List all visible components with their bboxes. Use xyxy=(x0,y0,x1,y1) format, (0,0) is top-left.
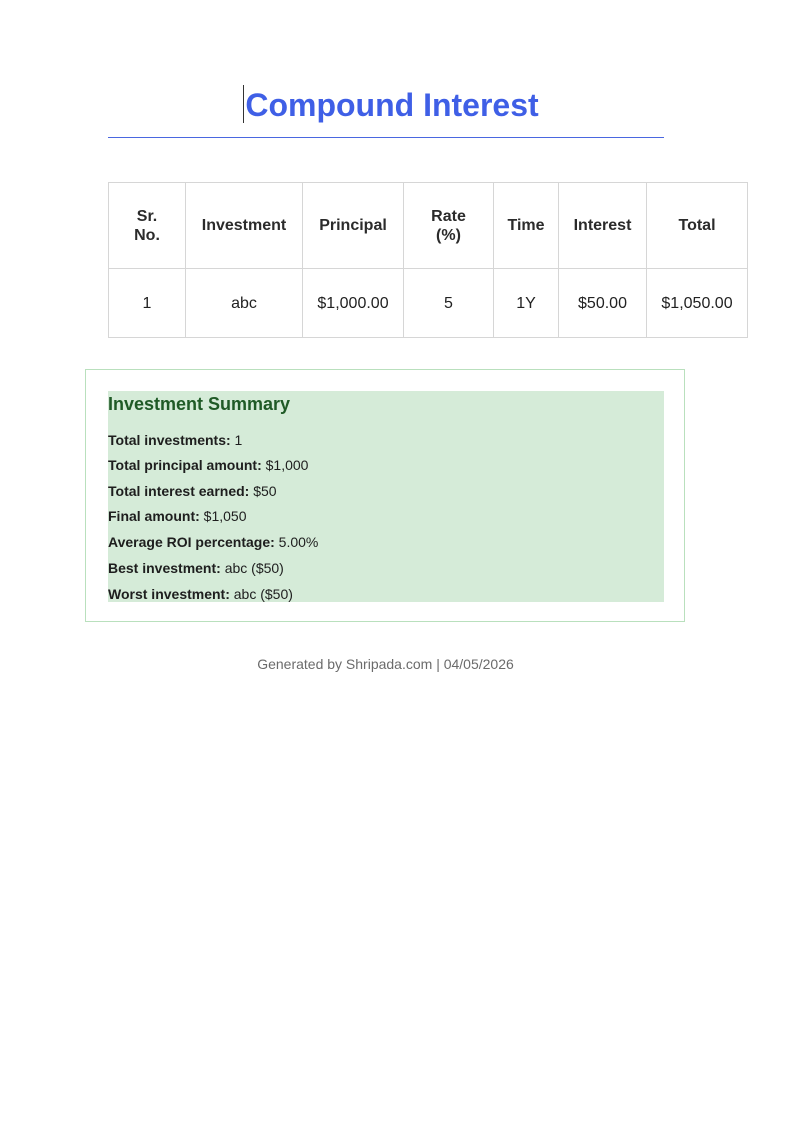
footer-note: Generated by Shripada.com | 04/05/2026 xyxy=(257,656,514,672)
investment-table xyxy=(108,182,748,338)
summary-label: Final amount: xyxy=(108,508,200,524)
header-rate-line1: Rate xyxy=(431,207,466,225)
summary-final-amount xyxy=(108,508,247,524)
summary-value: $1,050 xyxy=(203,508,247,524)
header-time: Time xyxy=(494,183,559,269)
summary-average-roi xyxy=(108,534,318,550)
summary-value: 5.00% xyxy=(278,534,319,550)
summary-total-interest xyxy=(108,483,277,499)
summary-value: abc ($50) xyxy=(233,586,293,602)
summary-label: Total investments: xyxy=(108,432,231,448)
table-row xyxy=(109,269,748,338)
summary-value: $1,000 xyxy=(265,457,309,473)
header-sr-no-line1: Sr. xyxy=(136,207,158,225)
header-principal: Principal xyxy=(303,183,404,269)
header-sr-no-line2: No. xyxy=(134,226,160,244)
investment-summary-panel xyxy=(108,391,664,602)
summary-label: Total principal amount: xyxy=(108,457,262,473)
page-title[interactable] xyxy=(245,83,538,127)
summary-value: 1 xyxy=(234,432,243,448)
cell-rate: 5 xyxy=(404,269,494,338)
summary-worst-investment xyxy=(108,586,293,602)
cell-principal: $1,000.00 xyxy=(303,269,404,338)
investment-summary-card xyxy=(85,369,685,622)
text-cursor xyxy=(243,85,244,123)
header-sr-no xyxy=(109,183,186,269)
header-investment: Investment xyxy=(186,183,303,269)
cell-interest: $50.00 xyxy=(559,269,647,338)
header-rate xyxy=(404,183,494,269)
header-rate-line2: (%) xyxy=(436,226,461,244)
cell-total: $1,050.00 xyxy=(647,269,748,338)
summary-label: Worst investment: xyxy=(108,586,230,602)
summary-label: Average ROI percentage: xyxy=(108,534,275,550)
summary-value: $50 xyxy=(253,483,277,499)
summary-title: Investment Summary xyxy=(108,394,291,414)
cell-time: 1Y xyxy=(494,269,559,338)
summary-label: Total interest earned: xyxy=(108,483,250,499)
summary-value: abc ($50) xyxy=(224,560,284,576)
summary-total-investments xyxy=(108,432,242,448)
cell-sr-no: 1 xyxy=(109,269,186,338)
summary-total-principal xyxy=(108,457,308,473)
summary-best-investment xyxy=(108,560,284,576)
page-title-text: Compound Interest xyxy=(245,87,539,123)
cell-investment: abc xyxy=(186,269,303,338)
title-block xyxy=(108,80,664,138)
summary-label: Best investment: xyxy=(108,560,221,576)
header-total: Total xyxy=(647,183,748,269)
header-interest: Interest xyxy=(559,183,647,269)
table-header-row xyxy=(109,183,748,269)
